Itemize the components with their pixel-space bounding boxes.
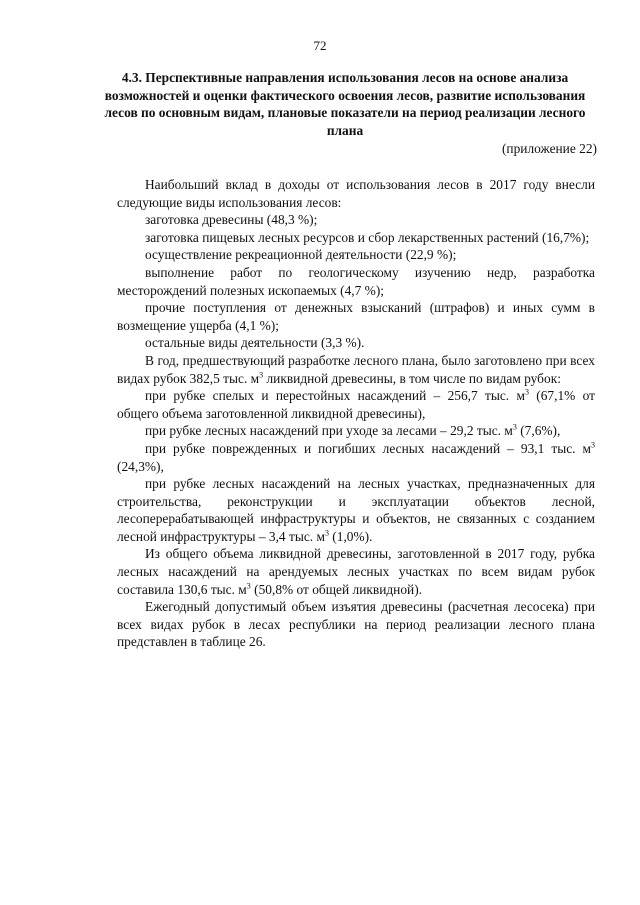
superscript: 3 (324, 528, 329, 538)
page-number: 72 (313, 38, 327, 53)
list-item (117, 387, 595, 422)
superscript: 3 (246, 581, 251, 591)
text: (1,0%). (328, 528, 373, 544)
superscript: 3 (512, 422, 517, 432)
text: В год, предшествующий разработке лесного плана, было заготовлено при всех видах рубок 382,5 тыс. м (117, 352, 595, 386)
appendix-reference: (приложение 22) (501, 141, 597, 156)
text: при рубке поврежденных и погибших лесных насаждений – 93,1 тыс. м (145, 440, 591, 456)
paragraph (117, 352, 595, 387)
list-item: выполнение работ по геологическому изучению недр, разработка месторождений полезных ископаемых (4,7 %); (117, 264, 595, 298)
text: (50,8% от общей ликвидной). (250, 581, 423, 597)
text: при рубке лесных насаждений на лесных участках, предназначенных для строительства, реконструкции и эксплуатации объектов лесной, лесоперерабатывающей инфраструктуры и объектов, не связанных с созданием лесной инфраструктуры – 3,4 тыс. м (117, 476, 595, 544)
body-text (117, 176, 595, 651)
paragraph: Наибольший вклад в доходы от использования лесов в 2017 году внесли следующие виды использования лесов: (117, 177, 595, 210)
list-item: заготовка пищевых лесных ресурсов и сбор лекарственных растений (16,7%); (145, 229, 590, 245)
text: (7,6%), (516, 423, 561, 439)
text: при рубке лесных насаждений при уходе за лесами – 29,2 тыс. м (145, 423, 513, 439)
list-item (117, 475, 595, 545)
list-item: прочие поступления от денежных взысканий (штрафов) и иных сумм в возмещение ущерба (4,1 %); (117, 300, 595, 333)
paragraph: Ежегодный допустимый объем изъятия древесины (расчетная лесосека) при всех видах рубок в лесах республики на период реализации лесного плана представлен в таблице 26. (117, 599, 595, 650)
text: (24,3%), (117, 458, 164, 474)
list-item: осуществление рекреационной деятельности (22,9 %); (145, 247, 457, 263)
list-item (117, 440, 595, 475)
list-item: остальные виды деятельности (3,3 %). (145, 335, 365, 351)
superscript: 3 (259, 370, 264, 380)
text: при рубке спелых и перестойных насаждений – 256,7 тыс. м (145, 388, 525, 404)
superscript: 3 (524, 387, 529, 397)
paragraph (117, 545, 595, 598)
text: ликвидной древесины, в том числе по видам рубок: (263, 370, 561, 386)
text: Из общего объема ликвидной древесины, заготовленной в 2017 году, рубка лесных насаждений на арендуемых лесных участках по всем видам рубок составила 130,6 тыс. м (117, 546, 595, 597)
section-heading: 4.3. Перспективные направления использования лесов на основе анализа возможностей и оценки фактического освоения лесов, развитие использования лесов по основным видам, плановые показатели на период реализации лесного плана (104, 70, 586, 138)
superscript: 3 (591, 440, 595, 450)
list-item: заготовка древесины (48,3 %); (145, 212, 318, 228)
list-item (117, 422, 595, 440)
text: (67,1% от общего объема заготовленной ликвидной древесины), (117, 388, 595, 421)
